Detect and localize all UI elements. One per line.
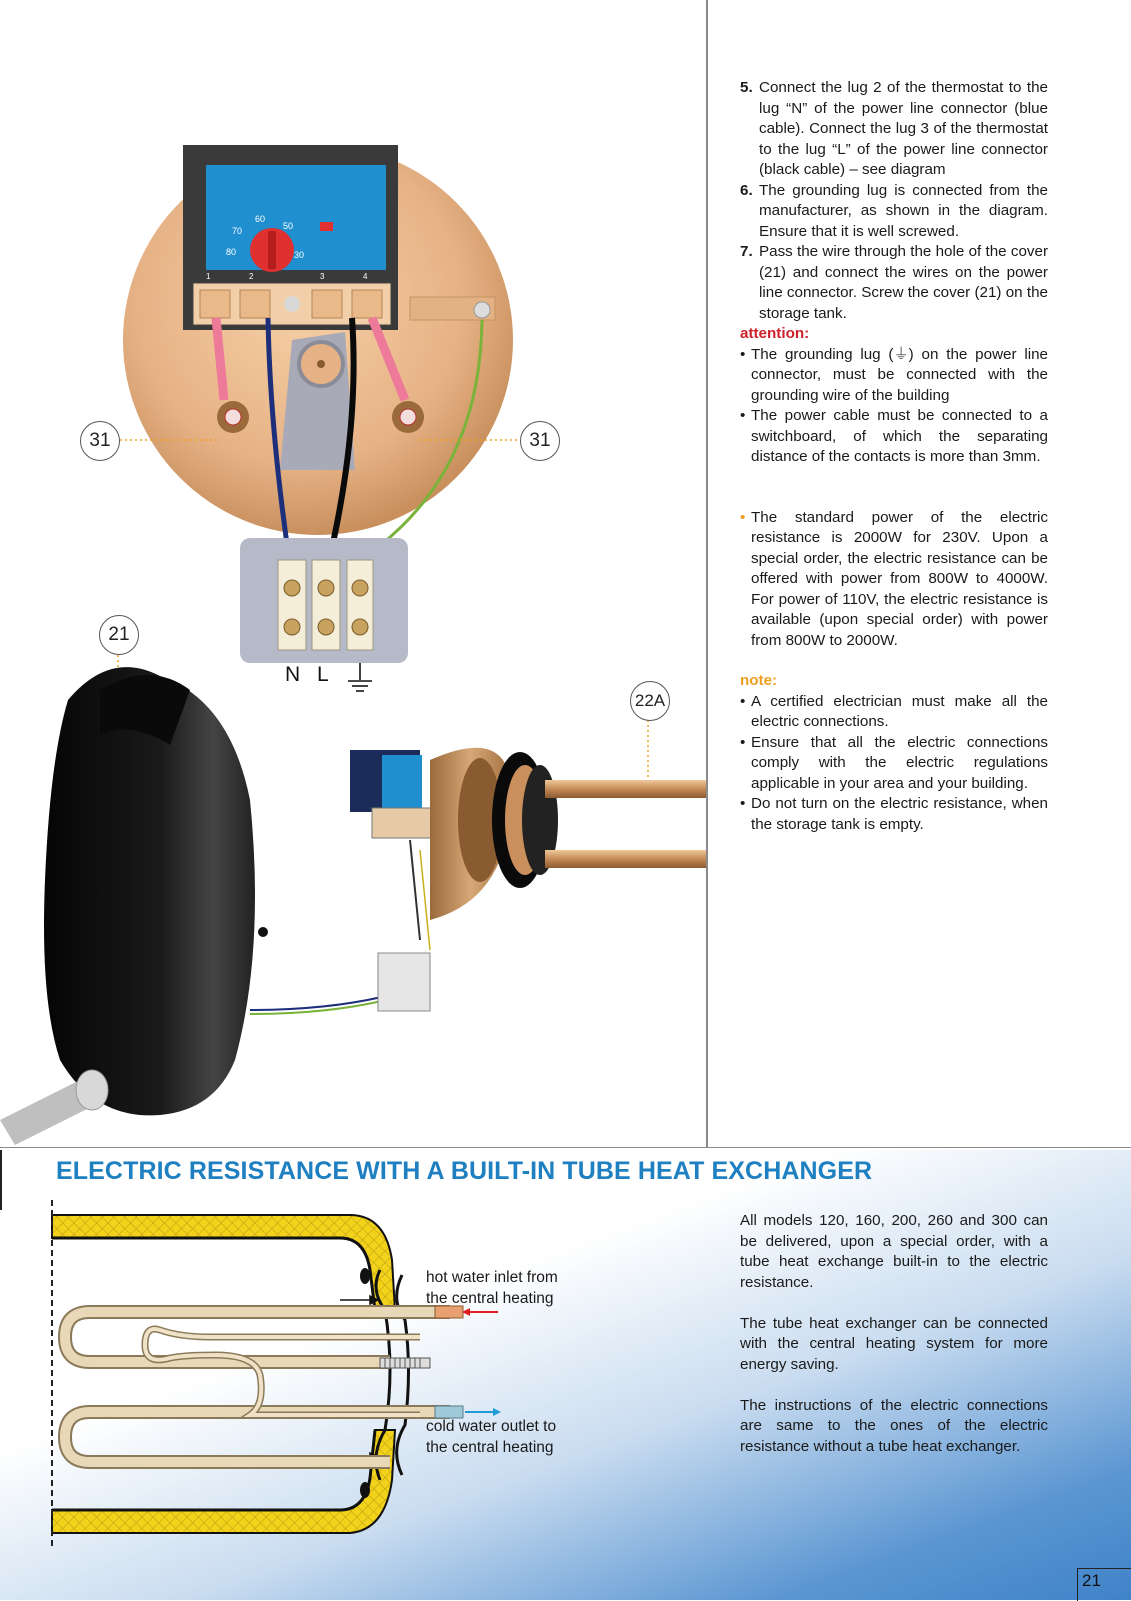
- instruction-number: 6.: [740, 181, 753, 199]
- spacer: [740, 651, 1048, 671]
- instruction-number: 7.: [740, 243, 753, 260]
- instruction-item: [740, 181, 1048, 243]
- hot-water-label: [426, 1268, 558, 1309]
- bullet-text: A certified electrician must make all the electric connections.: [751, 692, 1048, 730]
- heat-exchanger-description: [740, 1211, 1048, 1478]
- bullet-text: Ensure that all the electric connections comply with the electric regulations applicable in your area and your building.: [751, 733, 1048, 792]
- page-number: 21: [1082, 1571, 1101, 1590]
- dial-mark-70: 70: [232, 226, 243, 236]
- bullet-dot: •: [740, 795, 746, 812]
- lug-number-2: 2: [249, 272, 254, 281]
- bullet-dot: •: [740, 508, 746, 526]
- instruction-text: Pass the wire through the hole of the cover (21) and connect the wires on the power line connector. Screw the cover (21) on the storage tank.: [759, 243, 1048, 322]
- section-divider: [0, 1147, 1131, 1148]
- instructions-column: [740, 78, 1048, 835]
- bullet-dot: •: [740, 345, 746, 363]
- section-title: ELECTRIC RESISTANCE WITH A BUILT-IN TUBE HEAT EXCHANGER: [56, 1157, 873, 1185]
- callout-31-left: 31: [80, 421, 120, 461]
- tube-heat-exchanger-diagram: [40, 1200, 640, 1550]
- instruction-text: The grounding lug is connected from the manufacturer, as shown in the diagram. Ensure that it is well screwed.: [759, 181, 1048, 240]
- attention-bullet: [740, 345, 1048, 407]
- hot-water-label-line2: the central heating: [426, 1289, 554, 1307]
- connector-label-l: L: [317, 663, 329, 686]
- margin-mark: [0, 1150, 2, 1210]
- description-paragraph: The tube heat exchanger can be connected with the central heating system for more energy saving.: [740, 1314, 1048, 1373]
- bullet-text: Do not turn on the electric resistance, when the storage tank is empty.: [751, 795, 1048, 833]
- dial-mark-60: 60: [255, 214, 266, 224]
- bullet-text: The grounding lug (⏚) on the power line connector, must be connected with the grounding wire of the building: [751, 345, 1048, 404]
- thermostat-wiring-illustration: [0, 0, 706, 1147]
- bullet-dot: •: [740, 692, 746, 710]
- instruction-item: [740, 242, 1048, 324]
- attention-heading: attention:: [740, 325, 810, 342]
- note-heading: note:: [740, 672, 778, 689]
- attention-bullet: [740, 406, 1048, 468]
- lug-number-4: 4: [363, 272, 368, 281]
- dial-mark-30: 30: [294, 250, 305, 260]
- spacer: [740, 468, 1048, 508]
- bullet-dot: •: [740, 407, 746, 424]
- cold-water-label: [426, 1417, 556, 1458]
- lug-number-3: 3: [320, 272, 325, 281]
- bullet-text: The power cable must be connected to a switchboard, of which the separating distance of the contacts is more than 3mm.: [751, 407, 1048, 465]
- dial-mark-50: 50: [283, 221, 294, 231]
- description-paragraph: All models 120, 160, 200, 260 and 300 can be delivered, upon a special order, with a tube heat exchange built-in to the electric resistance.: [740, 1212, 1048, 1291]
- note-bullet: [740, 794, 1048, 835]
- cold-water-label-line2: the central heating: [426, 1438, 554, 1456]
- power-note-text: The standard power of the electric resistance is 2000W for 230V. Upon a special order, the electric resistance can be offered with power from 800W to 4000W. For power of 110V, the electric resistance is available (upon special order) with power from 800W to 2000W.: [751, 508, 1048, 649]
- callout-22a: 22A: [630, 681, 670, 721]
- hot-water-label-line1: hot water inlet from: [426, 1269, 558, 1286]
- hot-water-arrow-icon: [462, 1308, 498, 1316]
- note-bullet: [740, 733, 1048, 795]
- bullet-dot: •: [740, 733, 746, 751]
- instruction-text: Connect the lug 2 of the thermostat to the lug “N” of the power line connector (blue cable). Connect the lug 3 of the thermostat to the lug “L” of the power line connector (black cable) – see diagram: [759, 79, 1048, 178]
- callout-31-right: 31: [520, 421, 560, 461]
- connector-label-n: N: [285, 663, 301, 686]
- lug-number-1: 1: [206, 272, 211, 281]
- dial-mark-80: 80: [226, 247, 237, 257]
- ground-symbol-icon: [348, 663, 372, 691]
- instruction-item: [740, 78, 1048, 181]
- description-paragraph: The instructions of the electric connections are same to the ones of the electric resistance without a tube heat exchanger.: [740, 1396, 1048, 1455]
- cold-water-arrow-icon: [465, 1408, 501, 1416]
- note-bullet: [740, 692, 1048, 733]
- power-note: [740, 508, 1048, 652]
- column-divider: [706, 0, 708, 1148]
- callout-21: 21: [99, 615, 139, 655]
- cold-water-label-line1: cold water outlet to: [426, 1418, 557, 1435]
- instruction-number: 5.: [740, 79, 753, 96]
